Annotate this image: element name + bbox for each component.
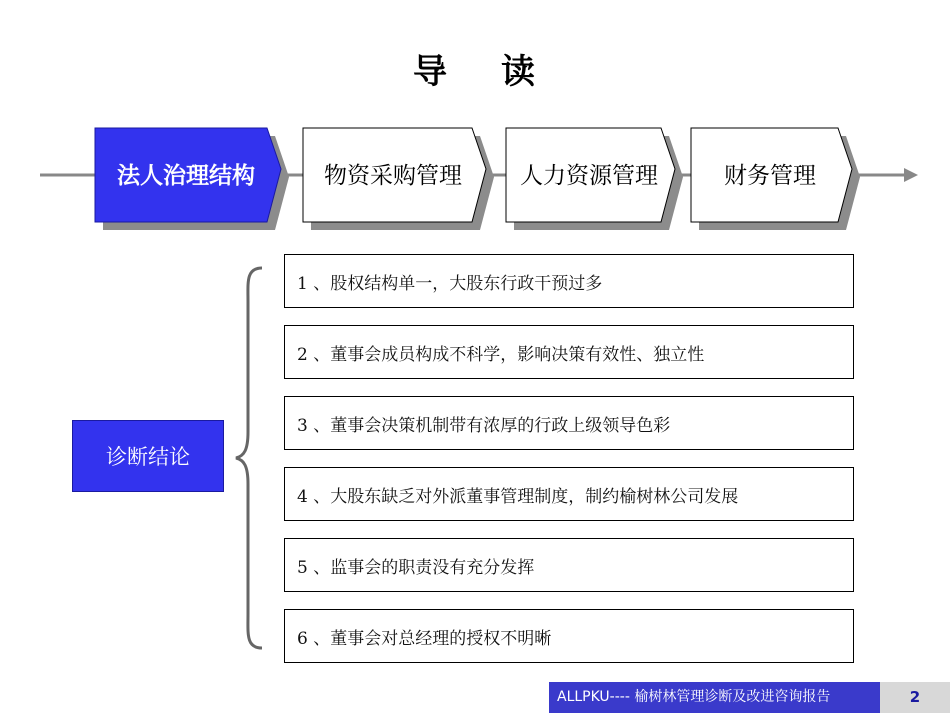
diagnosis-item-text: 1 、股权结构单一，大股东行政干预过多 <box>297 273 603 294</box>
diagnosis-item-2 <box>284 325 854 379</box>
title-char-1: 导 <box>413 52 449 92</box>
diagnosis-item-text: 5 、监事会的职责没有充分发挥 <box>297 557 535 578</box>
title-char-2: 读 <box>501 52 537 92</box>
diagnosis-item-6 <box>284 609 854 663</box>
diagnosis-item-3 <box>284 396 854 450</box>
diagnosis-item-text: 6 、董事会对总经理的授权不明晰 <box>297 628 552 649</box>
step-4-label: 财务管理 <box>724 163 816 189</box>
bracket <box>228 262 268 654</box>
page-number: 2 <box>880 682 950 713</box>
diagnosis-label-box <box>72 420 224 492</box>
diagnosis-item-text: 2 、董事会成员构成不科学，影响决策有效性、独立性 <box>297 344 705 365</box>
diagnosis-item-1 <box>284 254 854 308</box>
diagnosis-item-text: 3 、董事会决策机制带有浓厚的行政上级领导色彩 <box>297 415 671 436</box>
page-title <box>0 44 950 93</box>
flow-arrowhead <box>904 168 918 182</box>
diagnosis-item-4 <box>284 467 854 521</box>
footer-text: ALLPKU---- 榆树林管理诊断及改进咨询报告 <box>557 689 831 705</box>
step-2-label: 物资采购管理 <box>324 163 462 189</box>
diagnosis-item-text: 4 、大股东缺乏对外派董事管理制度，制约榆树林公司发展 <box>297 486 739 507</box>
footer-bar <box>549 682 950 713</box>
diagnosis-item-5 <box>284 538 854 592</box>
diagnosis-label: 诊断结论 <box>106 445 190 469</box>
step-3-label: 人力资源管理 <box>520 163 658 189</box>
step-1-label: 法人治理结构 <box>117 163 255 189</box>
